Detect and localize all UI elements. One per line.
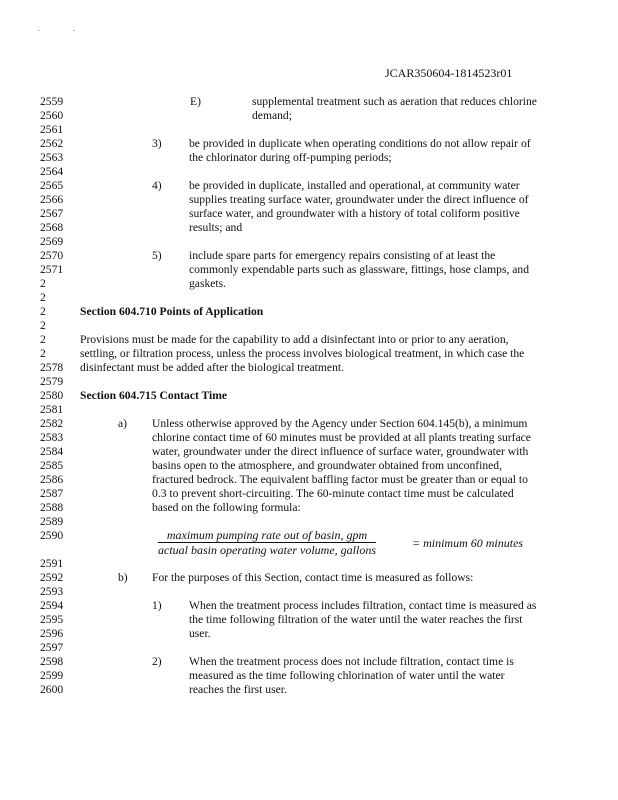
- line-number: 2: [40, 277, 46, 290]
- section-heading-line: [0, 305, 618, 319]
- line-number: 2589: [40, 515, 64, 528]
- document-line: [0, 179, 618, 193]
- line-text: be provided in duplicate when operating conditions do not allow repair of: [189, 137, 531, 150]
- line-number: 2569: [40, 235, 64, 248]
- document-line: [0, 319, 618, 333]
- document-line: [0, 347, 618, 361]
- line-number: 2588: [40, 501, 64, 514]
- line-text: gaskets.: [189, 277, 227, 290]
- document-line: [0, 599, 618, 613]
- line-number: 2587: [40, 487, 64, 500]
- document-line: [0, 403, 618, 417]
- formula-line: [0, 529, 618, 557]
- line-number: 2: [40, 319, 46, 332]
- line-number: 2590: [40, 529, 64, 542]
- line-number: 2591: [40, 557, 64, 570]
- document-line: [0, 221, 618, 235]
- line-text: Provisions must be made for the capability to add a disinfectant into or prior to any aeration,: [80, 333, 509, 346]
- list-label: a): [118, 417, 128, 430]
- line-number: 2564: [40, 165, 64, 178]
- line-number: 2578: [40, 361, 64, 374]
- line-text: user.: [189, 627, 211, 640]
- line-number: 2598: [40, 655, 64, 668]
- document-line: [0, 557, 618, 571]
- line-text: supplies treating surface water, groundwater under the direct influence of: [189, 193, 529, 206]
- line-text: based on the following formula:: [152, 501, 301, 514]
- document-line: [0, 515, 618, 529]
- document-line: [0, 627, 618, 641]
- line-text: disinfectant must be added after the biological treatment.: [80, 361, 344, 374]
- formula-denominator: actual basin operating water volume, gallons: [158, 543, 376, 557]
- line-number: 2583: [40, 431, 64, 444]
- document-line: [0, 417, 618, 431]
- line-number: 2567: [40, 207, 64, 220]
- line-text: chlorine contact time of 60 minutes must be provided at all plants treating surface: [152, 431, 531, 444]
- document-body: [0, 95, 618, 697]
- line-text: measured as the time following chlorination of water until the water: [189, 669, 505, 682]
- line-text: water, groundwater under the direct influence of surface water, groundwater with: [152, 445, 529, 458]
- document-line: [0, 683, 618, 697]
- line-number: 2581: [40, 403, 64, 416]
- document-line: [0, 249, 618, 263]
- document-line: [0, 571, 618, 585]
- line-text: the chlorinator during off-pumping periods;: [189, 151, 392, 164]
- line-text: When the treatment process includes filtration, contact time is measured as: [189, 599, 537, 612]
- line-number: 2565: [40, 179, 64, 192]
- section-heading: Section 604.710 Points of Application: [80, 305, 264, 318]
- line-number: 2: [40, 347, 46, 360]
- document-line: [0, 263, 618, 277]
- line-text: surface water, and groundwater with a history of total coliform positive: [189, 207, 520, 220]
- line-text: reaches the first user.: [189, 683, 287, 696]
- line-text: results; and: [189, 221, 243, 234]
- document-line: [0, 207, 618, 221]
- formula-numerator: maximum pumping rate out of basin, gpm: [158, 529, 376, 543]
- line-number: 2595: [40, 613, 64, 626]
- list-label: 2): [152, 655, 162, 668]
- line-text: 0.3 to prevent short-circuiting. The 60-minute contact time must be calculated: [152, 487, 514, 500]
- line-text: the time following filtration of the water until the water reaches the first: [189, 613, 523, 626]
- document-line: [0, 333, 618, 347]
- line-number: 2563: [40, 151, 64, 164]
- line-number: 2600: [40, 683, 64, 696]
- line-text: Unless otherwise approved by the Agency under Section 604.145(b), a minimum: [152, 417, 528, 430]
- list-label: 4): [152, 179, 162, 192]
- scan-mark: [73, 30, 75, 31]
- document-line: [0, 431, 618, 445]
- line-text: fractured bedrock. The equivalent baffling factor must be greater than or equal to: [152, 473, 528, 486]
- line-number: 2592: [40, 571, 64, 584]
- document-line: [0, 123, 618, 137]
- line-number: 2562: [40, 137, 64, 150]
- line-number: 2594: [40, 599, 64, 612]
- document-line: [0, 95, 618, 109]
- line-number: 2: [40, 333, 46, 346]
- line-number: 2566: [40, 193, 64, 206]
- line-number: 2579: [40, 375, 64, 388]
- line-number: 2570: [40, 249, 64, 262]
- document-line: [0, 109, 618, 123]
- line-number: 2586: [40, 473, 64, 486]
- list-label: E): [190, 95, 201, 108]
- line-text: basins open to the atmosphere, and groundwater obtained from unconfined,: [152, 459, 502, 472]
- document-line: [0, 235, 618, 249]
- document-line: [0, 487, 618, 501]
- section-heading-line: [0, 389, 618, 403]
- formula-result: = minimum 60 minutes: [412, 536, 524, 550]
- line-number: 2593: [40, 585, 64, 598]
- document-line: [0, 501, 618, 515]
- scan-mark: [38, 30, 40, 31]
- line-number: 2585: [40, 459, 64, 472]
- line-number: 2560: [40, 109, 64, 122]
- document-line: [0, 445, 618, 459]
- line-text: supplemental treatment such as aeration that reduces chlorine: [252, 95, 537, 108]
- document-line: [0, 151, 618, 165]
- document-line: [0, 459, 618, 473]
- line-number: 2599: [40, 669, 64, 682]
- list-label: 3): [152, 137, 162, 150]
- line-number: 2597: [40, 641, 64, 654]
- document-line: [0, 473, 618, 487]
- document-line: [0, 613, 618, 627]
- list-label: b): [118, 571, 128, 584]
- line-text: commonly expendable parts such as glassware, fittings, hose clamps, and: [189, 263, 530, 276]
- line-number: 2584: [40, 445, 64, 458]
- list-label: 1): [152, 599, 162, 612]
- document-line: [0, 291, 618, 305]
- line-number: 2568: [40, 221, 64, 234]
- line-text: When the treatment process does not include filtration, contact time is: [189, 655, 514, 668]
- line-text: include spare parts for emergency repairs consisting of at least the: [189, 249, 496, 262]
- line-number: 2: [40, 291, 46, 304]
- section-heading: Section 604.715 Contact Time: [80, 389, 228, 402]
- line-text: be provided in duplicate, installed and operational, at community water: [189, 179, 520, 192]
- document-line: [0, 193, 618, 207]
- line-text: For the purposes of this Section, contact time is measured as follows:: [152, 571, 474, 584]
- line-number: 2559: [40, 95, 64, 108]
- formula-fraction: [158, 529, 376, 557]
- line-number: 2580: [40, 389, 64, 402]
- document-line: [0, 165, 618, 179]
- document-line: [0, 277, 618, 291]
- line-text: demand;: [252, 109, 292, 122]
- document-id: JCAR350604-1814523r01: [385, 66, 513, 80]
- document-line: [0, 137, 618, 151]
- document-line: [0, 361, 618, 375]
- document-line: [0, 375, 618, 389]
- line-number: 2582: [40, 417, 64, 430]
- line-number: 2571: [40, 263, 64, 276]
- line-number: 2: [40, 305, 46, 318]
- line-number: 2596: [40, 627, 64, 640]
- line-number: 2561: [40, 123, 64, 136]
- document-line: [0, 585, 618, 599]
- document-line: [0, 669, 618, 683]
- line-text: settling, or filtration process, unless the process involves biological treatment, in which case the: [80, 347, 525, 360]
- document-line: [0, 641, 618, 655]
- list-label: 5): [152, 249, 162, 262]
- document-line: [0, 655, 618, 669]
